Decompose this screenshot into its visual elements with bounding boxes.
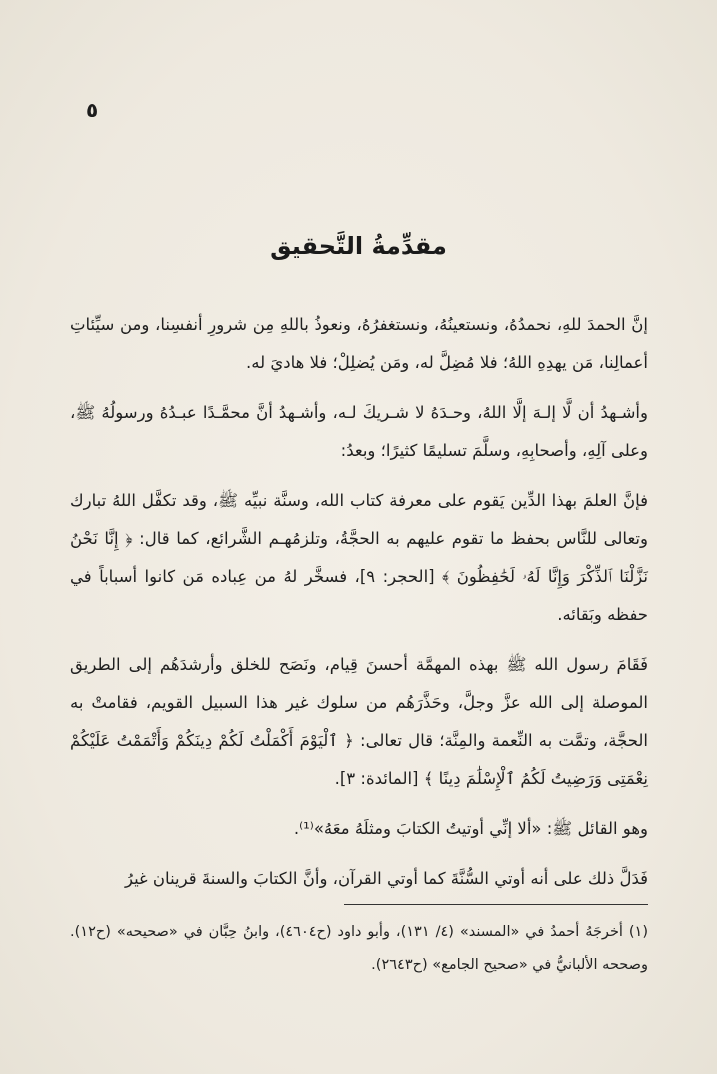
paragraph-4: فَقَامَ رسول الله ﷺ بهذه المهمَّة أحسنَ قِيام، ونَصَح للخلق وأرشدَهُم إلى الطريق الموصلة إلى الله عزَّ وجلَّ، وحَذَّرَهُم من سلوك غير هذا السبيل القويم، فقامتْ به الحجَّة، وتمَّت به النِّعمة والمِنَّة؛ قال تعالى: ﴿ ٱلْيَوْمَ أَكْمَلْتُ لَكُمْ دِينَكُمْ وَأَتْمَمْتُ عَلَيْكُمْ نِعْمَتِى وَرَضِيتُ لَكُمُ ٱلْإِسْلَٰمَ دِينًا ﴾ [المائدة: ٣]. xyxy=(70,655,648,788)
paragraph-3: فإنَّ العلمَ بهذا الدِّين يَقوم على معرفة كتاب الله، وسنَّة نبيِّه ﷺ، وقد تكفَّل اللهُ تبارك وتعالى للنَّاس بحفظ ما تقوم عليهم به الحجَّةُ، وتلزمُهـم الشَّرائع، كما قال: ﴿ إِنَّا نَحْنُ نَزَّلْنَا ٱلذِّكْرَ وَإِنَّا لَهُۥ لَحَٰفِظُونَ ﴾ [الحجر: ٩]، فسخَّر لهُ من عِباده مَن كانوا أسباباً في حفظه وبَقائه. xyxy=(70,491,648,624)
footnote-divider xyxy=(344,904,648,905)
paragraph-5: وهو القائل ﷺ: «ألا إنِّي أوتيتُ الكتابَ ومثلَهُ معَهُ»⁽¹⁾. xyxy=(293,819,648,838)
paragraph-1: إنَّ الحمدَ للهِ، نحمدُهُ، ونستعينُهُ، ونستغفرُهُ، ونعوذُ باللهِ مِن شرورِ أنفسِنا، ومن سيِّئاتِ أعمالِنا، مَن يهدِهِ اللهُ؛ فلا مُضِلَّ له، ومَن يُضلِلْ؛ فلا هاديَ له. xyxy=(70,315,648,372)
main-text xyxy=(70,306,648,910)
page-number: ٥ xyxy=(86,98,99,122)
footnote-1: (١) أخرجَهُ أحمدُ في «المسند» (٤/ ١٣١)، وأبو داود (ح٤٦٠٤)، وابنُ حِبَّان في «صحيحه» (ح١٢). وصححه الألبانيُّ في «صحيح الجامع» (ح٢٦٤٣). xyxy=(70,924,649,973)
paragraph-6: فَدَلَّ ذلك على أنه أوتي السُّنَّةَ كما أوتي القرآن، وأنَّ الكتابَ والسنةَ قرينان غيرُ xyxy=(124,869,648,888)
footnotes xyxy=(70,916,648,982)
page-title: مقدِّمةُ التَّحقيق xyxy=(270,232,447,260)
paragraph-2: وأشـهدُ أن لَّا إلـهَ إلَّا اللهُ، وحـدَهُ لا شـريكَ لـه، وأشـهدُ أنَّ محمَّـدًا عبـدُهُ ورسولُهُ ﷺ، وعلى آلِهِ، وأصحابِهِ، وسلَّمَ تسليمًا كثيرًا؛ وبعدُ: xyxy=(70,403,648,460)
